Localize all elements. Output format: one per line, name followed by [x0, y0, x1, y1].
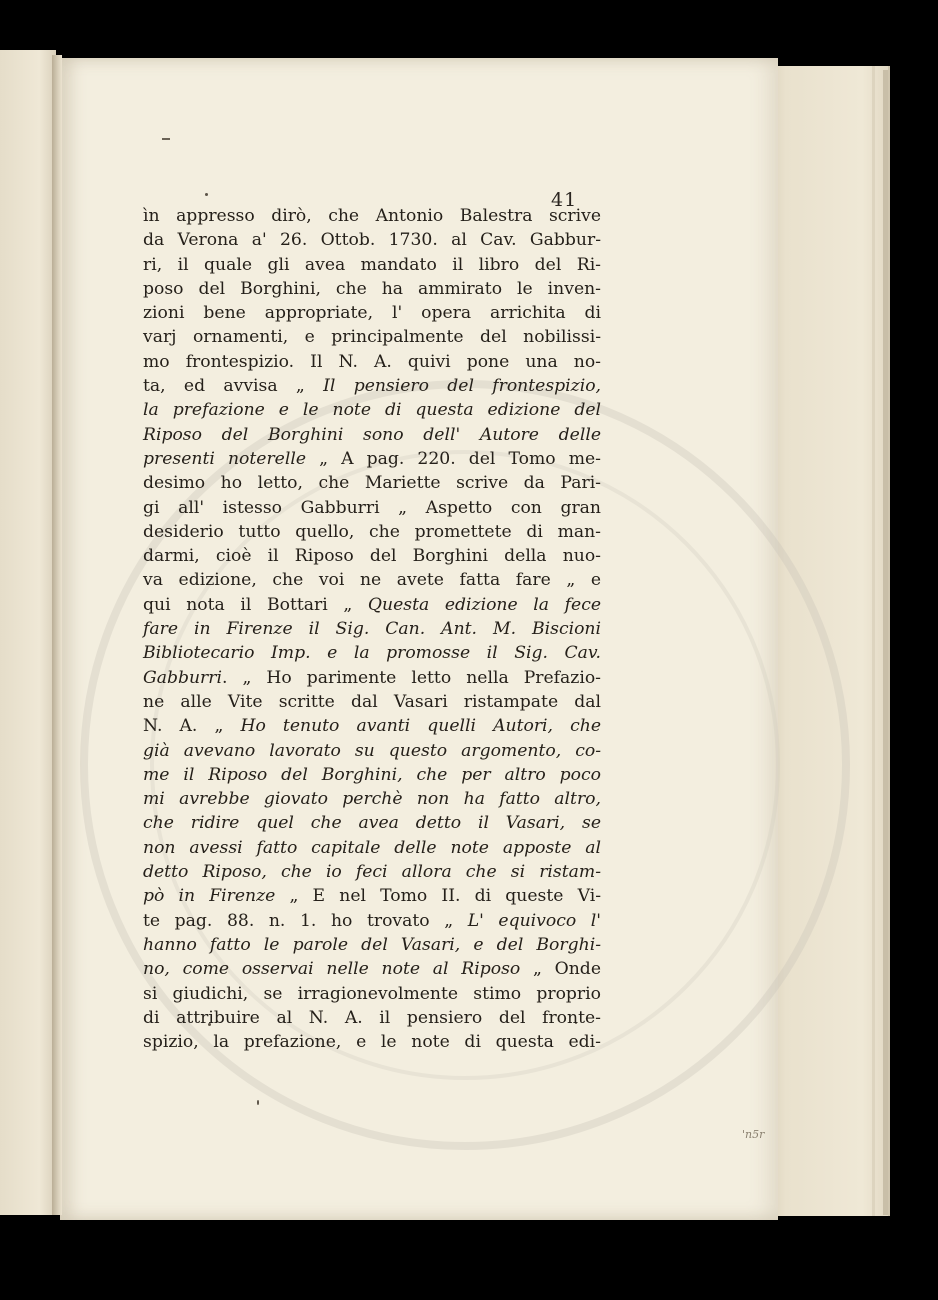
- text-line: [143, 1030, 601, 1054]
- text-line: [143, 690, 601, 714]
- text-line: [143, 374, 601, 398]
- text-segment: poso del Borghini, che ha ammirato le inven-: [143, 278, 601, 299]
- text-segment: zioni bene appropriate, l' opera arrichita di: [143, 303, 601, 324]
- text-line: [143, 350, 601, 374]
- text-segment: Il pensiero del frontespizio,: [323, 376, 602, 397]
- text-segment: ri, il quale gli avea mandato il libro del Ri-: [143, 254, 601, 275]
- ink-mark: [162, 138, 170, 140]
- text-segment: ìn appresso dirò, che Antonio Balestra scrive: [143, 206, 601, 226]
- text-line: [143, 909, 601, 933]
- text-line: [143, 884, 601, 908]
- text-segment: „ E nel Tomo II. di queste Vi-: [275, 886, 601, 907]
- text-segment: Riposo del Borghini sono dell' Autore delle: [143, 424, 601, 445]
- text-segment: desimo ho letto, che Mariette scrive da Pari-: [143, 473, 601, 494]
- text-segment: va edizione, che voi ne avete fatta fare „ e: [143, 570, 601, 591]
- text-segment: già avevano lavorato su questo argomento, co-: [143, 740, 601, 761]
- text-segment: Bibliotecario Imp. e la promosse il Sig. Cav.: [143, 643, 601, 664]
- leaf-edge: [872, 66, 875, 1216]
- left-page-edge: [0, 50, 56, 1215]
- text-line: [143, 568, 601, 592]
- text-segment: spizio, la prefazione, e le note di questa edi-: [143, 1032, 601, 1053]
- text-line: [143, 496, 601, 520]
- text-segment: presenti noterelle: [143, 448, 306, 469]
- text-line: [143, 739, 601, 763]
- text-segment: „ A pag. 220. del Tomo me-: [306, 448, 601, 469]
- text-segment: desiderio tutto quello, che promettete di man-: [143, 521, 601, 542]
- text-segment: da Verona a' 26. Ottob. 1730. al Cav. Gabbur-: [143, 230, 601, 251]
- text-segment: mo frontespizio. Il N. A. quivi pone una no-: [143, 351, 601, 372]
- text-segment: ta, ed avvisa „: [143, 376, 324, 397]
- text-segment: . „ Ho parimente letto nella Prefazio-: [221, 667, 601, 688]
- text-segment: Gabburri: [143, 667, 222, 688]
- text-line: [143, 1006, 601, 1030]
- text-line: [143, 811, 601, 835]
- book-gutter: [52, 55, 62, 1215]
- text-segment: si giudichi, se irragionevolmente stimo proprio: [143, 983, 601, 1004]
- text-segment: „ Onde: [520, 959, 601, 980]
- text-segment: Ho tenuto avanti quelli Autori, che: [240, 716, 601, 737]
- text-line: [143, 982, 601, 1006]
- text-segment: darmi, cioè il Riposo del Borghini della nuo-: [143, 546, 601, 567]
- text-line: [143, 423, 601, 447]
- text-segment: detto Riposo, che io feci allora che si ristam-: [143, 862, 601, 883]
- text-line: [143, 787, 601, 811]
- text-line: [143, 617, 601, 641]
- text-segment: ne alle Vite scritte dal Vasari ristampate dal: [143, 691, 601, 712]
- text-line: [143, 471, 601, 495]
- text-line: [143, 447, 601, 471]
- text-line: [143, 325, 601, 349]
- text-segment: gi all' istesso Gabburri „ Aspetto con gran: [143, 497, 601, 518]
- text-segment: che ridire quel che avea detto il Vasari, se: [143, 813, 601, 834]
- text-line: [143, 860, 601, 884]
- text-segment: non avessi fatto capitale delle note apposte al: [143, 837, 601, 858]
- text-line: [143, 398, 601, 422]
- text-segment: fare in Firenze il Sig. Can. Ant. M. Biscioni: [143, 619, 601, 640]
- margin-note: 'n5r: [742, 1128, 765, 1141]
- text-line: [143, 228, 601, 252]
- text-line: [143, 520, 601, 544]
- text-line: [143, 836, 601, 860]
- text-line: [143, 957, 601, 981]
- text-segment: mi avrebbe giovato perchè non ha fatto altro,: [143, 789, 601, 810]
- text-segment: varj ornamenti, e principalmente del nobilissi-: [143, 327, 601, 348]
- text-segment: di attribuire al N. A. il pensiero del fronte-: [143, 1007, 601, 1028]
- text-segment: qui nota il Bottari „: [143, 594, 368, 615]
- leaf-edge: [883, 70, 888, 1215]
- text-line: [143, 666, 601, 690]
- text-segment: te pag. 88. n. 1. ho trovato „: [143, 910, 468, 931]
- ink-fleck: [205, 193, 208, 196]
- text-segment: pò in Firenze: [143, 886, 276, 907]
- text-line: [143, 933, 601, 957]
- text-line: [143, 253, 601, 277]
- text-segment: L' equivoco l': [467, 910, 601, 931]
- text-line: [143, 204, 601, 228]
- text-line: [143, 277, 601, 301]
- text-line: [143, 763, 601, 787]
- text-line: [143, 301, 601, 325]
- text-segment: Questa edizione la fece: [367, 594, 601, 615]
- text-segment: la prefazione e le note di questa edizione del: [143, 400, 601, 421]
- text-segment: me il Riposo del Borghini, che per altro poco: [143, 764, 601, 785]
- page-number: 41: [551, 189, 578, 211]
- text-segment: no, come osservai nelle note al Riposo: [143, 959, 521, 980]
- text-line: [143, 714, 601, 738]
- text-segment: N. A. „: [143, 716, 241, 737]
- text-line: [143, 593, 601, 617]
- text-line: [143, 641, 601, 665]
- text-segment: hanno fatto le parole del Vasari, e del Borghi-: [143, 934, 601, 955]
- text-line: [143, 544, 601, 568]
- ink-fleck: [257, 1100, 259, 1105]
- body-text: [143, 204, 601, 1054]
